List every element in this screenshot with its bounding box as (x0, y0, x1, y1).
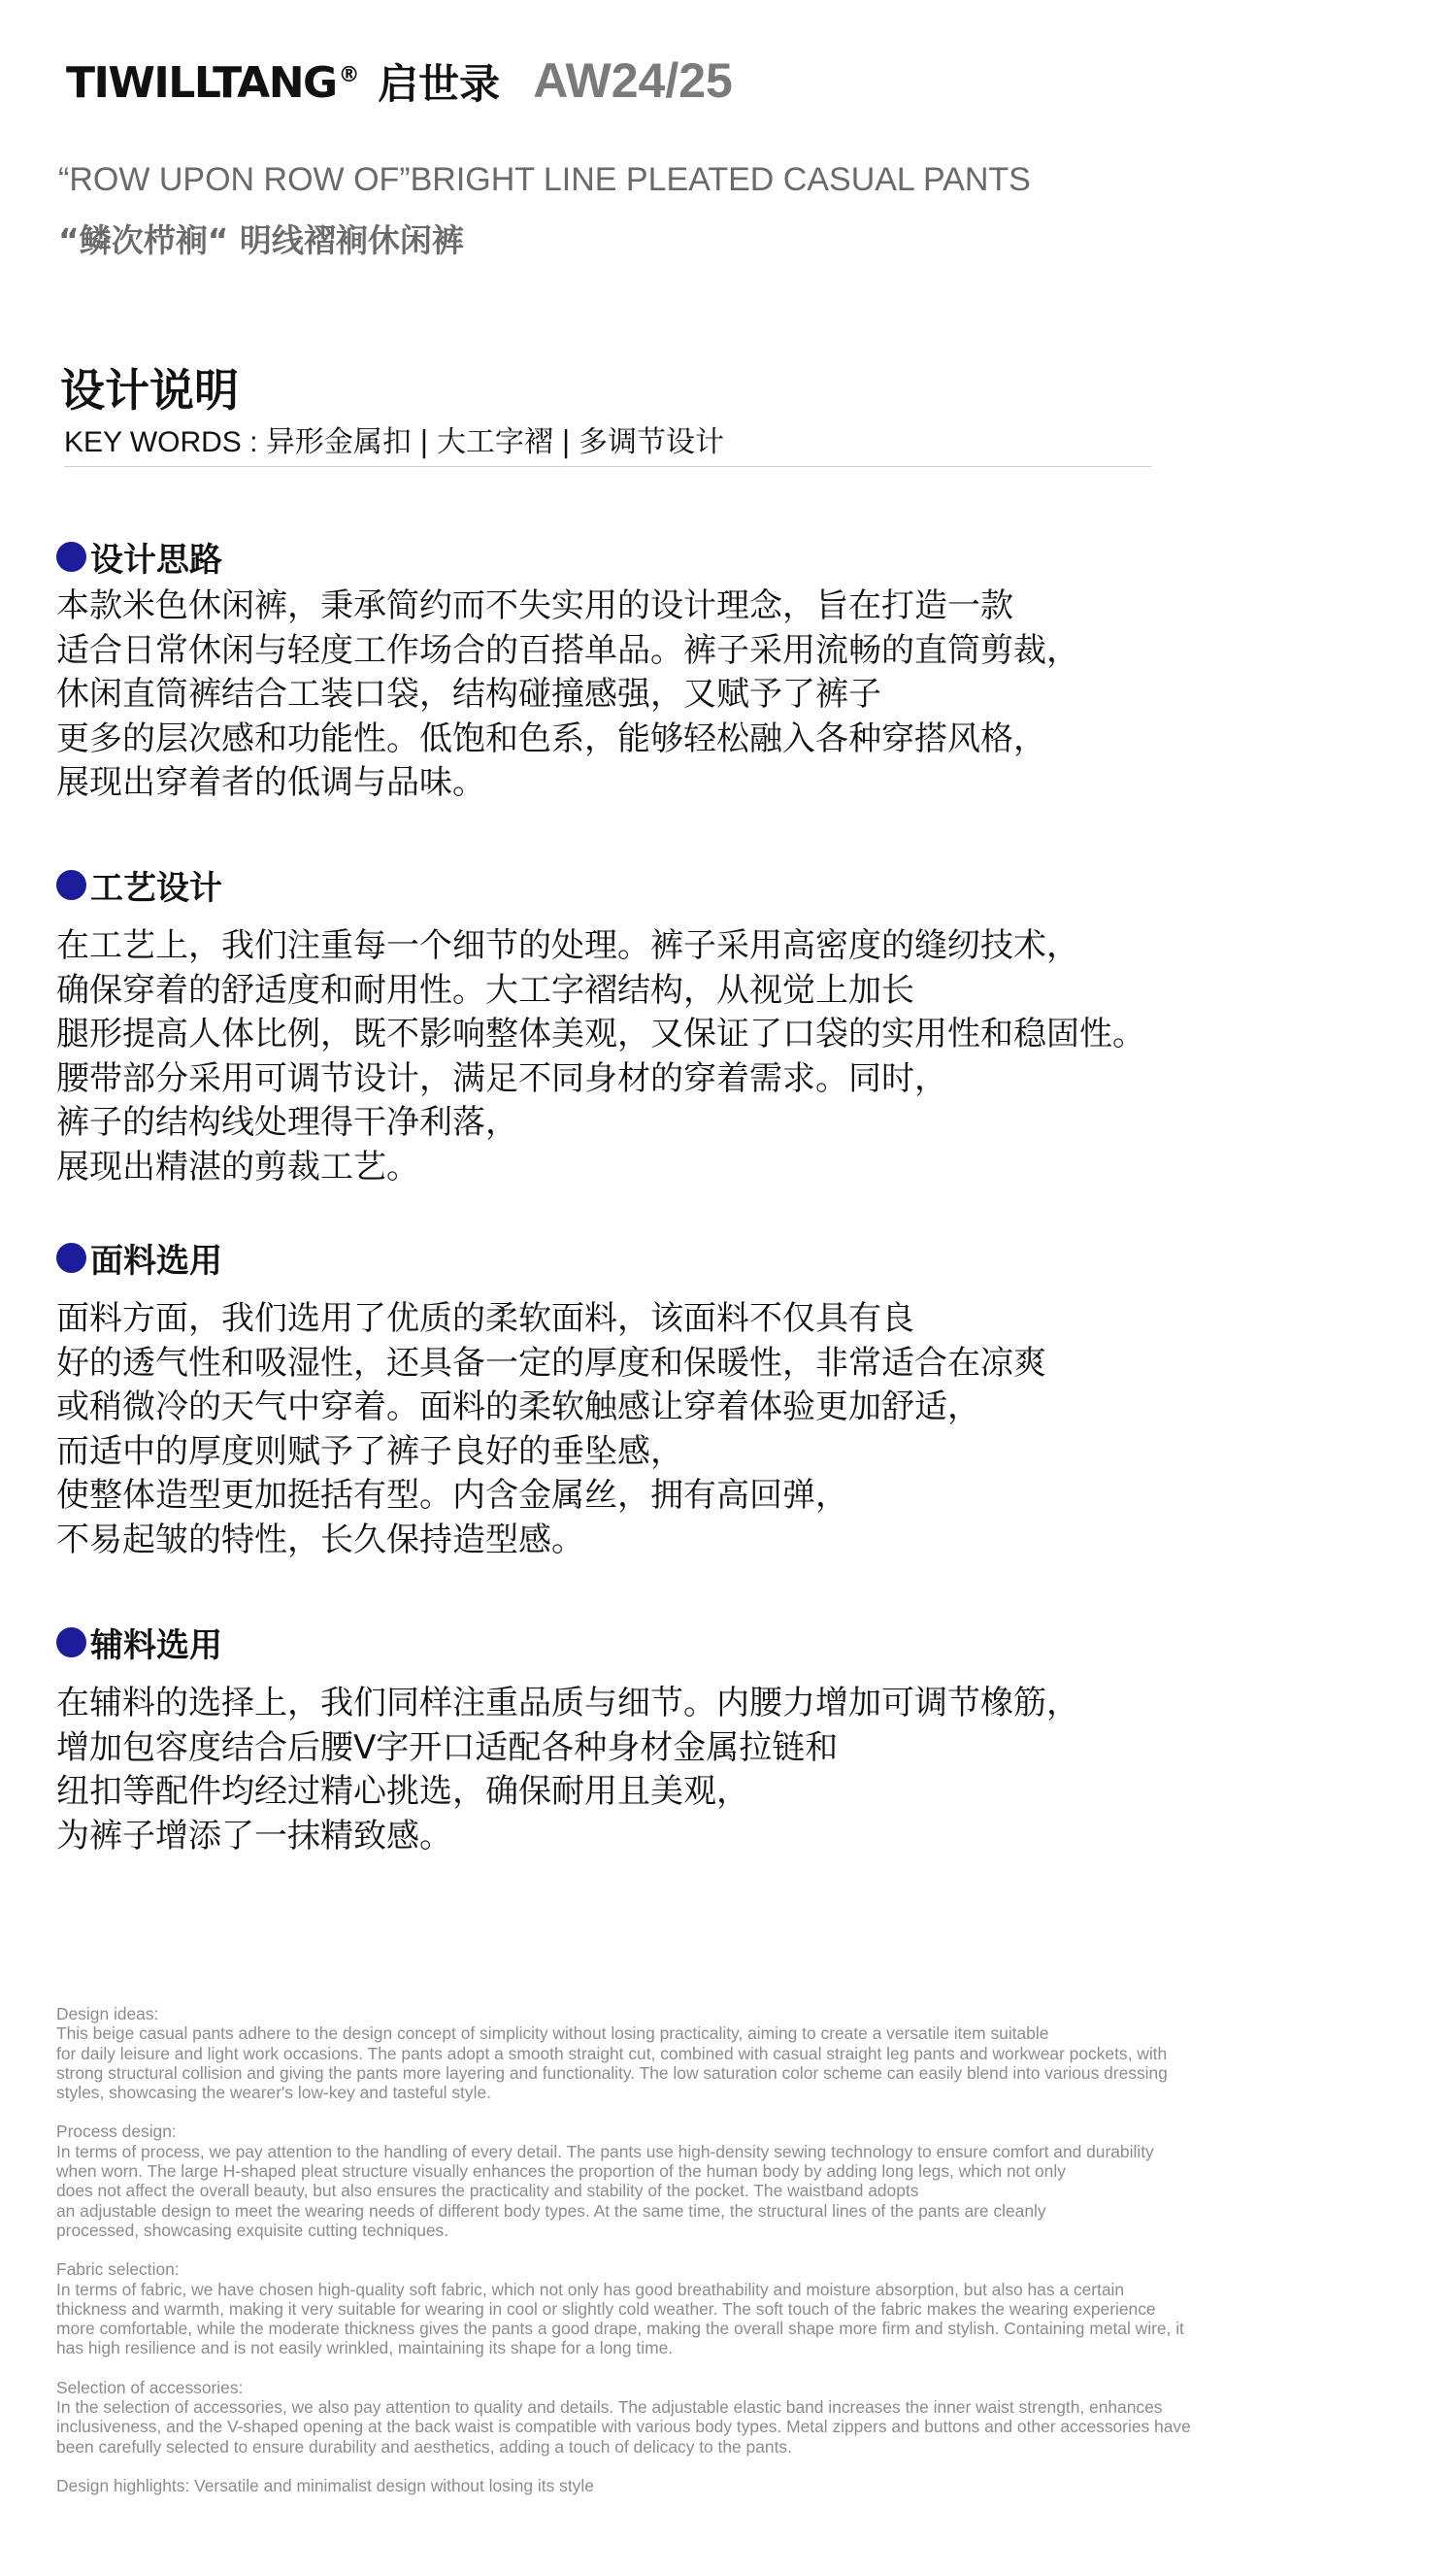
english-paragraph (56, 2476, 1328, 2495)
english-line: been carefully selected to ensure durability and aesthetics, adding a touch of delicacy to the pants. (56, 2436, 792, 2457)
section-title (56, 1235, 1396, 1280)
body-line: 纽扣等配件均经过精心挑选，确保耐用且美观， (56, 1772, 749, 1811)
english-line: This beige casual pants adhere to the design concept of simplicity without losing practicality, aiming to create a versatile item suitable (56, 2023, 1049, 2044)
keyword: 多调节设计 (579, 425, 725, 459)
english-paragraph-title: Design ideas: (56, 2004, 159, 2023)
body-line: 裤子的结构线处理得干净利落， (56, 1103, 518, 1142)
english-line: In the selection of accessories, we also pay attention to quality and details. The adjustable elastic band increases the inner waist strength, enhances (56, 2397, 1163, 2418)
english-paragraph (56, 2378, 1328, 2457)
keywords-label: KEY WORDS : (64, 426, 266, 458)
body-line: 适合日常休闲与轻度工作场合的百搭单品。裤子采用流畅的直筒剪裁， (56, 630, 1079, 670)
body-line: 使整体造型更加挺括有型。内含金属丝，拥有高回弹， (56, 1476, 848, 1515)
design-heading: 设计说明 (60, 364, 239, 417)
english-paragraph (56, 2259, 1328, 2357)
body-line: 腿形提高人体比例，既不影响整体美观，又保证了口袋的实用性和稳固性。 (56, 1015, 1145, 1053)
english-line: has high resilience and is not easily wrinkled, maintaining its shape for a long time. (56, 2338, 674, 2358)
english-line: more comfortable, while the moderate thickness gives the pants a good drape, making the overall shape more firm and stylish. Containing metal wire, it (56, 2319, 1184, 2339)
brand-header (66, 53, 733, 108)
english-line: In terms of fabric, we have chosen high-quality soft fabric, which not only has good breathability and moisture absorption, but also has a certain (56, 2279, 1125, 2299)
product-title-en: “ROW UPON ROW OF”BRIGHT LINE PLEATED CASUAL PANTS (58, 161, 1031, 198)
english-paragraph-title: Fabric selection: (56, 2259, 180, 2280)
english-line: styles, showcasing the wearer's low-key and tasteful style. (56, 2083, 491, 2103)
section-body (56, 585, 1396, 806)
body-line: 展现出穿着者的低调与品味。 (56, 763, 485, 802)
body-line: 而适中的厚度则赋予了裤子良好的垂坠感， (56, 1431, 683, 1471)
english-line: an adjustable design to meet the wearing needs of different body types. At the same time, the structural lines of the pants are cleanly (56, 2200, 1046, 2221)
body-line: 不易起皱的特性，长久保持造型感。 (56, 1520, 584, 1559)
section-body (56, 924, 1396, 1189)
body-line: 为裤子增添了一抹精致感。 (56, 1816, 452, 1855)
brand-name: TIWILLTANG (66, 58, 337, 108)
keyword: 异形金属扣 (265, 425, 412, 459)
section-fabric-selection (56, 1235, 1396, 1562)
keyword-separator: | (418, 425, 429, 459)
english-line: thickness and warmth, making it very suitable for wearing in cool or slightly cold weather. The soft touch of the fabric makes the wearing experience (56, 2298, 1156, 2319)
keyword: 大工字褶 (436, 425, 553, 459)
registered-mark: ® (338, 63, 359, 88)
section-title-text: 设计思路 (90, 540, 222, 580)
english-line: for daily leisure and light work occasions. The pants adopt a smooth straight cut, combined with casual straight leg pants and workwear pockets, with (56, 2043, 1168, 2063)
season-label: AW24/25 (533, 53, 733, 108)
section-title (56, 1620, 1396, 1664)
body-line: 增加包容度结合后腰V字开口适配各种身材金属拉链和 (56, 1727, 839, 1767)
body-line: 腰带部分采用可调节设计，满足不同身材的穿着需求。同时， (56, 1058, 947, 1098)
section-body (56, 1297, 1396, 1562)
section-process-design (56, 862, 1396, 1189)
english-line: processed, showcasing exquisite cutting techniques. (56, 2220, 449, 2240)
body-line: 在工艺上，我们注重每一个细节的处理。裤子采用高密度的缝纫技术， (56, 926, 1079, 965)
body-line: 在辅料的选择上，我们同样注重品质与细节。内腰力增加可调节橡筋， (56, 1684, 1079, 1722)
english-line: strong structural collision and giving the pants more layering and functionality. The low saturation color scheme can easily blend into various dressing (56, 2062, 1168, 2083)
body-line: 本款米色休闲裤，秉承简约而不失实用的设计理念，旨在打造一款 (56, 586, 1013, 625)
bullet-icon (56, 870, 86, 900)
section-title (56, 862, 1396, 907)
section-title (56, 534, 1396, 579)
body-line: 好的透气性和吸湿性，还具备一定的厚度和保暖性，非常适合在凉爽 (56, 1343, 1046, 1383)
english-line: when worn. The large H-shaped pleat structure visually enhances the proportion of the human body by adding long legs, which not only (56, 2161, 1066, 2182)
section-accessories-selection (56, 1620, 1396, 1858)
section-title-text: 面料选用 (90, 1241, 222, 1281)
bullet-icon (56, 1243, 86, 1273)
section-body (56, 1682, 1396, 1858)
body-line: 更多的层次感和功能性。低饱和色系，能够轻松融入各种穿搭风格， (56, 719, 1046, 758)
product-title-cn: “鳞次栉裥“ 明线褶裥休闲裤 (58, 221, 464, 259)
section-title-text: 工艺设计 (90, 868, 222, 908)
english-line: does not affect the overall beauty, but also ensures the practicality and stability of the pocket. The waistband adopts (56, 2181, 919, 2201)
bullet-icon (56, 1627, 86, 1657)
body-line: 展现出精湛的剪裁工艺。 (56, 1147, 419, 1187)
english-line: inclusiveness, and the V-shaped opening at the back waist is compatible with various body types. Metal zippers and buttons and other accessories have (56, 2417, 1191, 2437)
english-paragraph (56, 2122, 1328, 2240)
section-design-ideas (56, 534, 1396, 806)
body-line: 或稍微冷的天气中穿着。面料的柔软触感让穿着体验更加舒适， (56, 1387, 980, 1426)
keywords-line (64, 418, 1151, 467)
english-paragraph-title: Process design: (56, 2122, 177, 2142)
brand-name-cn: 启世录 (378, 60, 501, 108)
english-paragraph-title: Selection of accessories: (56, 2377, 244, 2397)
english-design-highlights: Design highlights: Versatile and minimalist design without losing its style (56, 2475, 594, 2495)
section-title-text: 辅料选用 (90, 1625, 222, 1665)
english-paragraph (56, 2004, 1328, 2102)
body-line: 确保穿着的舒适度和耐用性。大工字褶结构，从视觉上加长 (56, 970, 914, 1010)
bullet-icon (56, 542, 86, 572)
english-line: In terms of process, we pay attention to the handling of every detail. The pants use high-density sewing technology to ensure comfort and durability (56, 2141, 1154, 2161)
keyword-separator: | (560, 425, 572, 459)
body-line: 休闲直筒裤结合工装口袋，结构碰撞感强，又赋予了裤子 (56, 675, 881, 714)
english-description (56, 2004, 1328, 2515)
brand-logo (66, 58, 359, 108)
body-line: 面料方面，我们选用了优质的柔软面料，该面料不仅具有良 (56, 1299, 914, 1338)
